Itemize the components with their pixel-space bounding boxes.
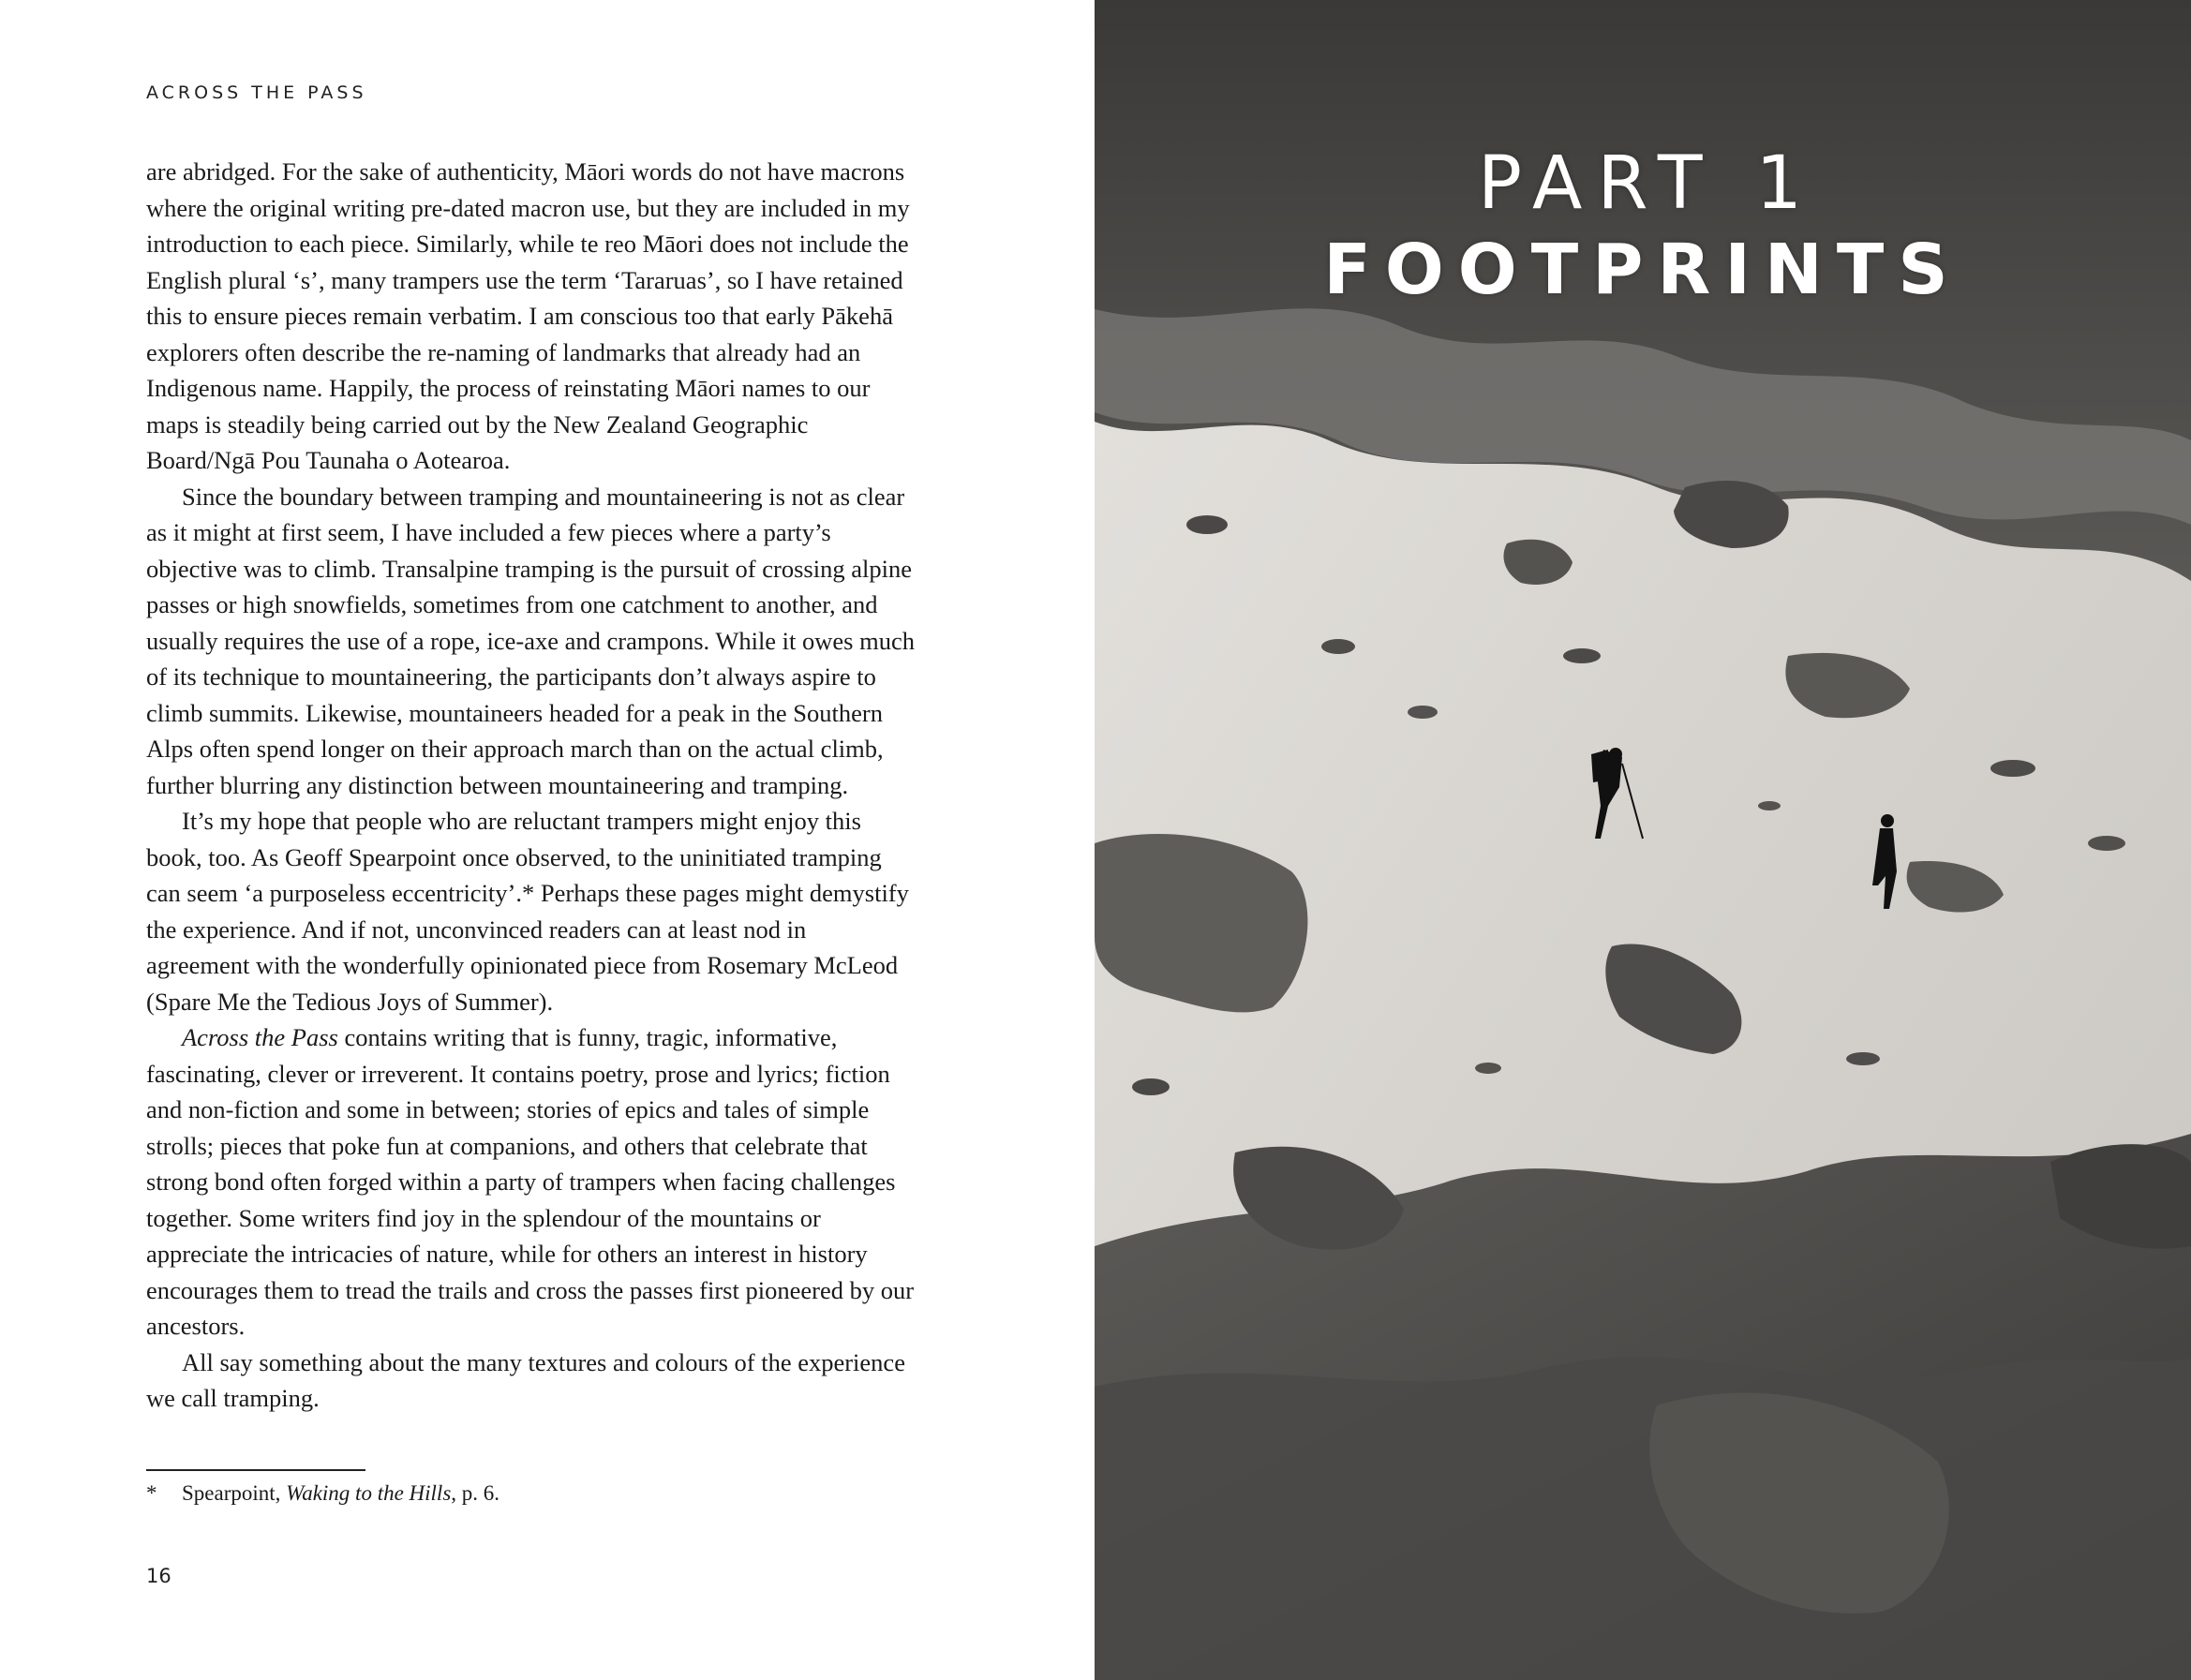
book-title-italic: Across the Pass xyxy=(182,1023,338,1051)
right-page xyxy=(1095,0,2191,1680)
paragraph-2: Since the boundary between tramping and mountaineering is not as clear as it might at first seem, I have included a few pieces where a party’s objective was to climb. Transalpine tramping is the pursuit of crossing alpine passes or high snowfields, sometimes from one catchment to another, and usually requires the use of a rope, ice-axe and crampons. While it owes much of its technique to mountaineering, the participants don’t always aspire to climb summits. Likewise, mountaineers headed for a peak in the Southern Alps often spend longer on their approach march than on the actual climb, further blurring any distinction between mountaineering and tramping. xyxy=(146,482,915,799)
footnote xyxy=(146,1479,499,1509)
footnote-author: Spearpoint, xyxy=(182,1481,287,1505)
footnote-page: , p. 6. xyxy=(451,1481,500,1505)
footnote-mark: * xyxy=(146,1481,157,1505)
page-number: 16 xyxy=(146,1565,171,1587)
part-title xyxy=(1095,141,2191,313)
footnote-title: Waking to the Hills xyxy=(286,1481,452,1505)
paragraph-5: All say something about the many textures and colours of the experience we call tramping. xyxy=(146,1347,905,1412)
body-text xyxy=(146,154,915,1417)
part-name: FOOTPRINTS xyxy=(1323,230,1962,310)
footnote-rule xyxy=(146,1469,365,1471)
paragraph-4-text: contains writing that is funny, tragic, informative, fascinating, clever or irreverent. It contains poetry, prose and lyrics; fiction and non-fiction and some in between; stories of epics and tales of simple strolls; pieces that poke fun at companions, and others that celebrate that strong bond often forged within a party of trampers when facing challenges together. Some writers find joy in the splendour of the mountains or appreciate the intricacies of nature, while for others an interest in history encourages them to tread the trails and cross the passes first pioneered by our ancestors. xyxy=(146,1023,915,1340)
paragraph-1: are abridged. For the sake of authenticity, Māori words do not have macrons where the original writing pre-dated macron use, but they are included in my introduction to each piece. Similarly, while te reo Māori does not include the English plural ‘s’, many trampers use the term ‘Tararuas’, so I have retained this to ensure pieces remain verbatim. I am conscious too that early Pākehā explorers often describe the re-naming of landmarks that already had an Indigenous name. Happily, the process of reinstating Māori names to our maps is steadily being carried out by the New Zealand Geographic Board/Ngā Pou Taunaha o Aotearoa. xyxy=(146,157,910,474)
left-page xyxy=(0,0,1095,1680)
running-head: ACROSS THE PASS xyxy=(146,82,367,103)
part-label: PART 1 xyxy=(1478,141,1817,226)
paragraph-3: It’s my hope that people who are reluctant trampers might enjoy this book, too. As Geoff Spearpoint once observed, to the uninitiated tramping can seem ‘a purposeless eccentricity’.* Perhaps these pages might demystify the experience. And if not, unconvinced readers can at least nod in agreement with the wonderfully opinionated piece from Rosemary McLeod (Spare Me the Tedious Joys of Summer). xyxy=(146,807,909,1016)
paragraph-4 xyxy=(146,1019,915,1345)
